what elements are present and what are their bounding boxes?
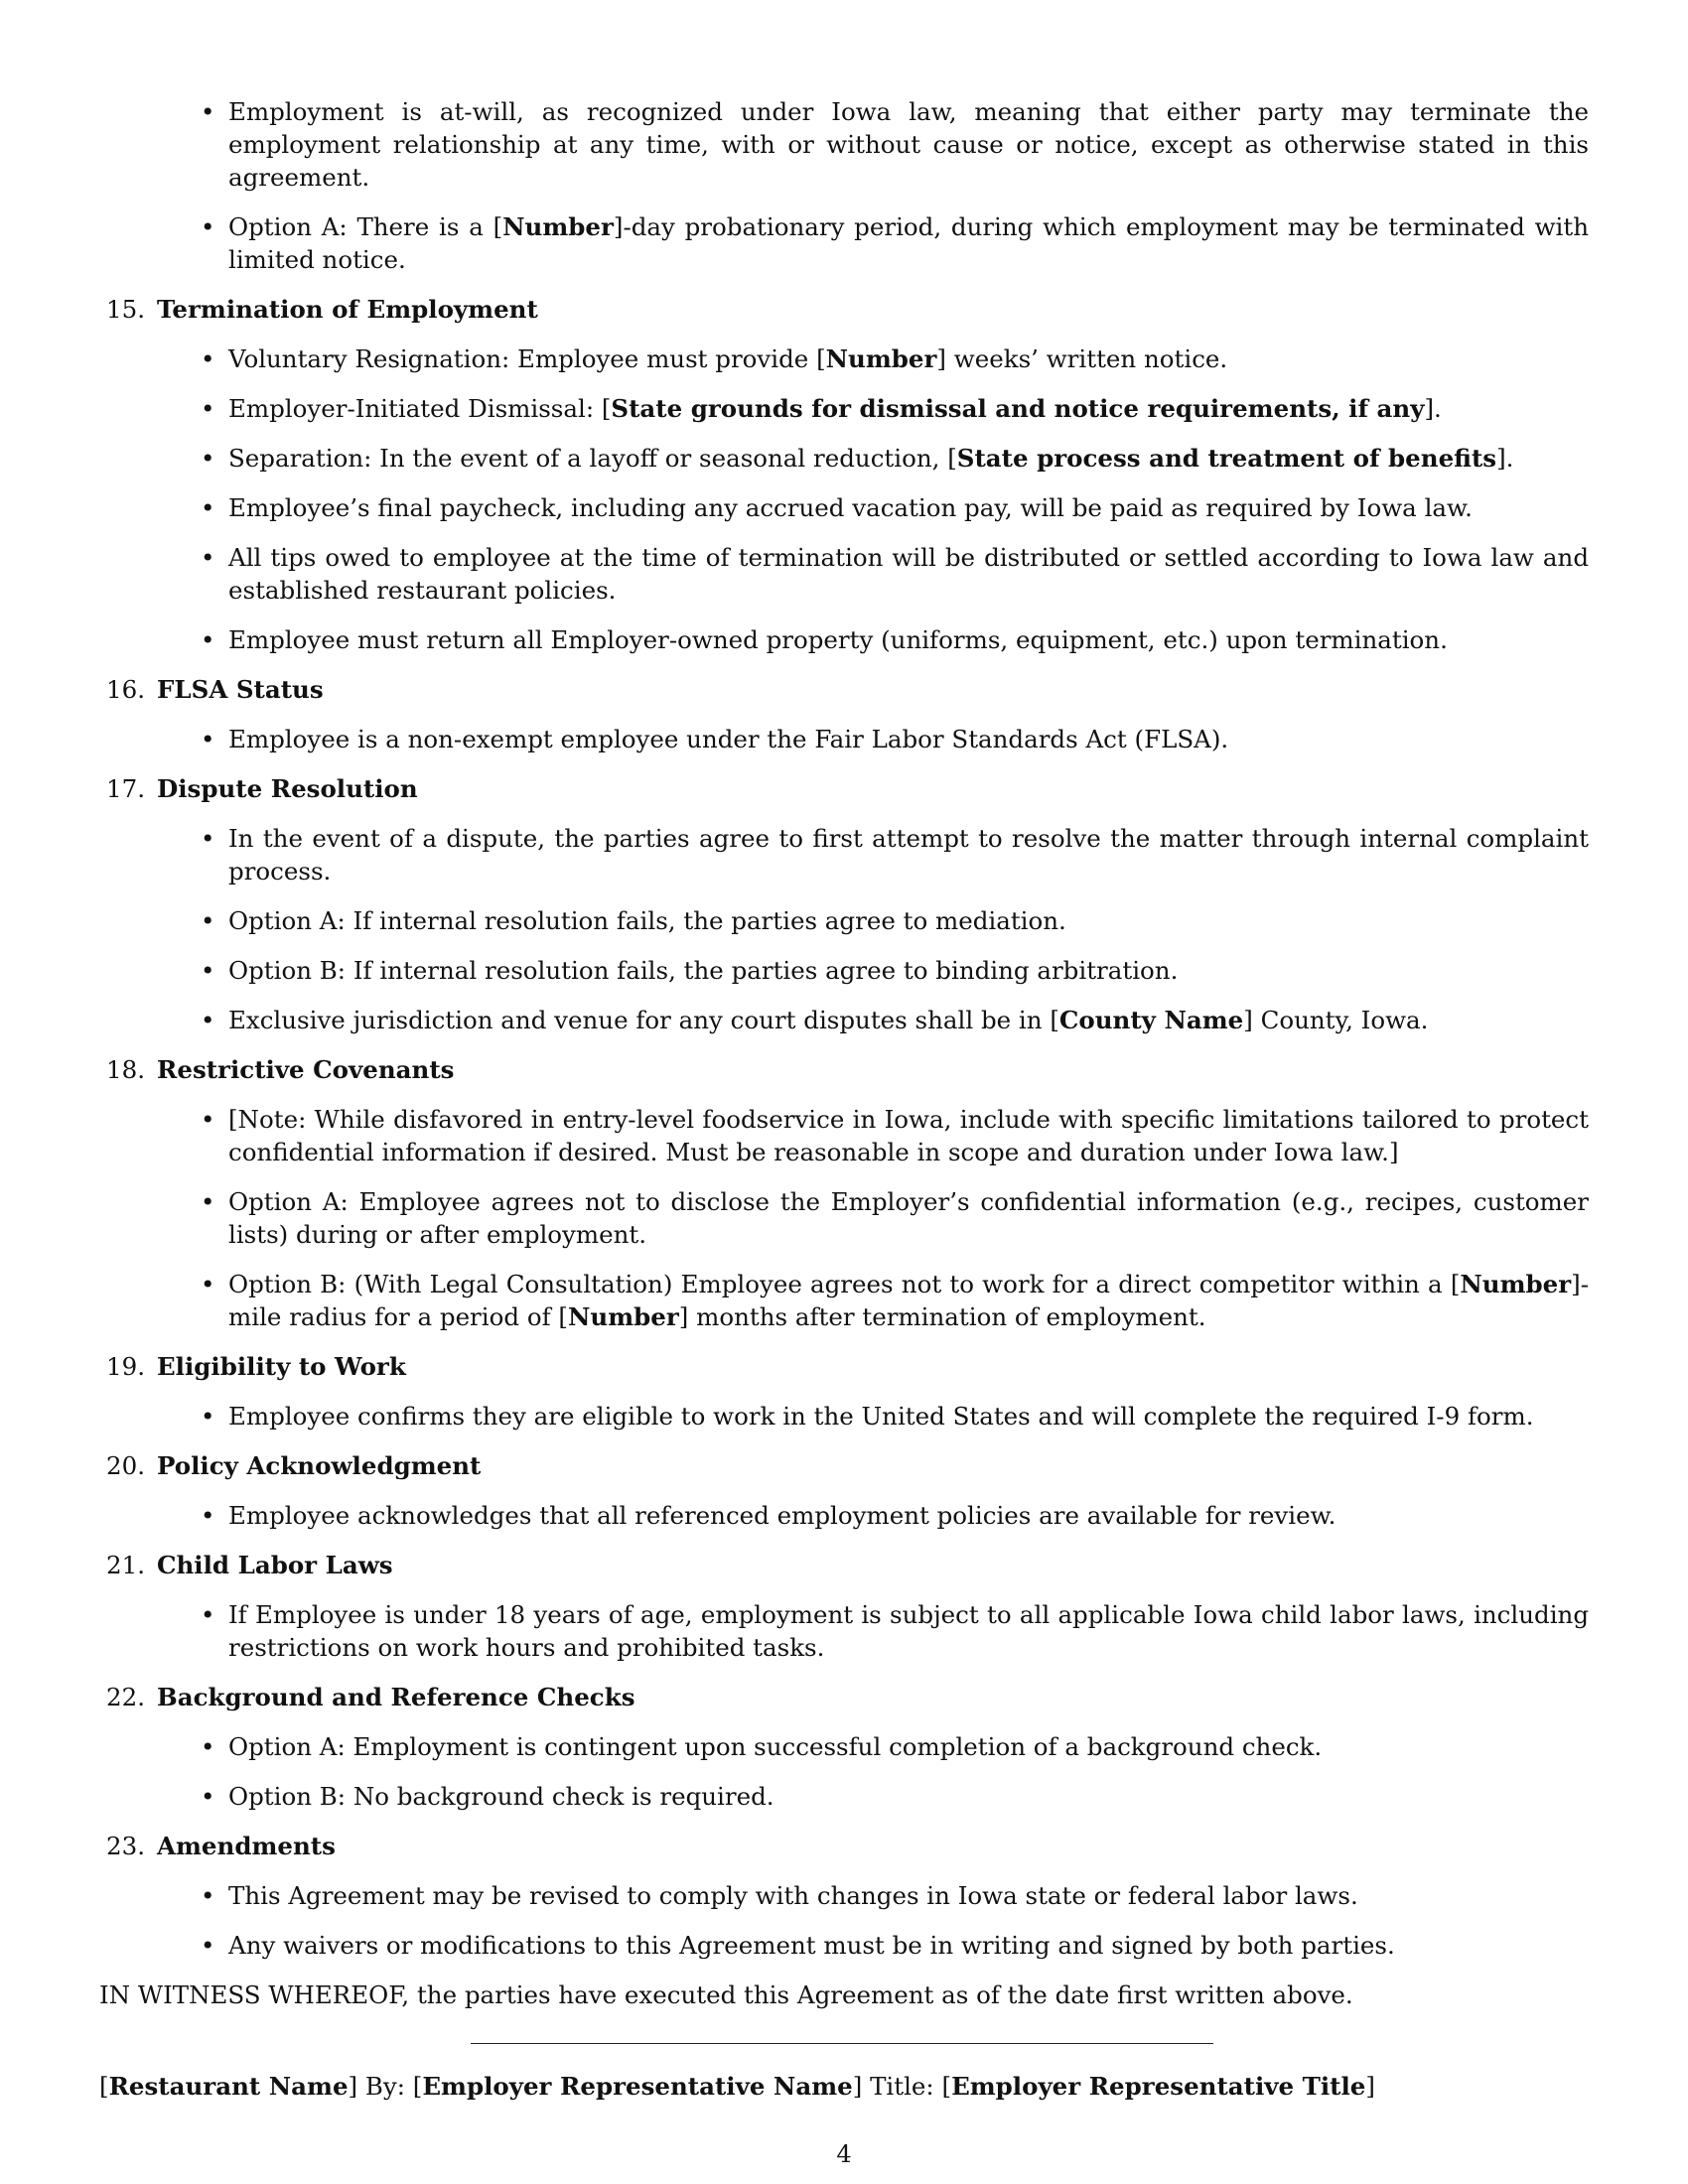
section-number: 21.	[106, 1551, 145, 1579]
placeholder-text: State process and treatment of benefits	[956, 444, 1497, 473]
page-number: 4	[836, 2140, 852, 2168]
list-item	[99, 723, 1589, 755]
section-title: FLSA Status	[157, 675, 324, 704]
section-number: 15.	[106, 295, 145, 324]
intro-bullet-list	[99, 95, 1589, 276]
bullet-text: Employee acknowledges that all referenced employment policies are available for review.	[228, 1501, 1336, 1530]
bullet-text: ] County, Iowa.	[1243, 1006, 1429, 1034]
bullet-text: Option A: There is a	[228, 212, 493, 241]
bullet-text: Employee confirms they are eligible to work in the United States and will complete the required I-9 form.	[228, 1402, 1534, 1431]
employer-rep-title-placeholder: Employer Representative Title	[951, 2072, 1366, 2101]
bullet-text: Employee’s final paycheck, including any accrued vacation pay, will be paid as required by Iowa law.	[228, 493, 1473, 522]
bullet-text: [	[492, 212, 503, 241]
list-item	[99, 491, 1589, 524]
bullet-text: ].	[1496, 444, 1514, 473]
placeholder-text: State grounds for dismissal and notice requirements, if any	[611, 394, 1425, 423]
section-heading	[99, 772, 1589, 805]
section-bullet-list	[99, 1598, 1589, 1664]
section-number: 23.	[106, 1832, 145, 1860]
section-title: Dispute Resolution	[157, 774, 418, 803]
section-title: Child Labor Laws	[157, 1551, 393, 1579]
list-item	[99, 904, 1589, 937]
bullet-text: Exclusive jurisdiction and venue for any court disputes shall be in [	[228, 1006, 1059, 1034]
section-17	[99, 772, 1589, 1036]
list-item	[99, 1499, 1589, 1532]
list-item	[99, 210, 1589, 276]
bullet-text: Employee must return all Employer-owned property (uniforms, equipment, etc.) upon termination.	[228, 625, 1448, 654]
bullet-text: Employment is at-will, as recognized under Iowa law, meaning that either party may terminate the employment relationship at any time, with or without cause or notice, except as otherwise stated in this agreement.	[228, 97, 1589, 192]
list-item	[99, 541, 1589, 607]
placeholder-text: Number	[502, 212, 614, 241]
section-bullet-list	[99, 1400, 1589, 1433]
section-16	[99, 673, 1589, 755]
bullet-text: Any waivers or modifications to this Agreement must be in writing and signed by both parties.	[228, 1931, 1395, 1960]
list-item	[99, 1268, 1589, 1333]
section-18	[99, 1053, 1589, 1333]
section-number: 17.	[106, 774, 145, 803]
section-title: Amendments	[157, 1832, 336, 1860]
signature-block: [Restaurant Name] By: [Employer Representative Name] Title: [Employer Representative Title]	[99, 2072, 1375, 2101]
bullet-text: Separation: In the event of a layoff or seasonal reduction, [	[228, 444, 957, 473]
bullet-text: ]-day probationary period, during which employment may be terminated with limited notice.	[228, 212, 1589, 274]
by-label: By:	[364, 2072, 405, 2101]
placeholder-text: County Name	[1058, 1006, 1244, 1034]
section-heading	[99, 1549, 1589, 1581]
section-bullet-list	[99, 1879, 1589, 1962]
section-number: 18.	[106, 1055, 145, 1084]
section-title: Background and Reference Checks	[157, 1683, 635, 1711]
section-title: Eligibility to Work	[157, 1352, 406, 1381]
section-bullet-list	[99, 1730, 1589, 1813]
bullet-text: [Note: While disfavored in entry-level foodservice in Iowa, include with specific limitations tailored to protect confidential information if desired. Must be reasonable in scope and duration under Iowa law.]	[228, 1105, 1589, 1166]
bullet-text: Voluntary Resignation: Employee must provide [	[228, 344, 826, 373]
witness-statement: IN WITNESS WHEREOF, the parties have executed this Agreement as of the date first written above.	[99, 1980, 1353, 2009]
bullet-text: Option A: If internal resolution fails, the parties agree to mediation.	[228, 906, 1066, 935]
section-title: Restrictive Covenants	[157, 1055, 455, 1084]
list-item	[99, 1598, 1589, 1664]
list-item	[99, 1879, 1589, 1912]
list-item	[99, 954, 1589, 987]
bullet-text: This Agreement may be revised to comply with changes in Iowa state or federal labor laws.	[228, 1881, 1358, 1910]
section-22	[99, 1681, 1589, 1813]
section-heading	[99, 1449, 1589, 1482]
list-item	[99, 392, 1589, 425]
section-15	[99, 293, 1589, 656]
bullet-text: ].	[1424, 394, 1442, 423]
bullet-text: Option A: Employment is contingent upon successful completion of a background check.	[228, 1732, 1323, 1761]
placeholder-text: Number	[568, 1302, 679, 1331]
section-bullet-list	[99, 342, 1589, 656]
section-number: 19.	[106, 1352, 145, 1381]
section-heading	[99, 1681, 1589, 1713]
section-number: 22.	[106, 1683, 145, 1711]
list-item	[99, 1103, 1589, 1168]
section-bullet-list	[99, 1103, 1589, 1333]
bullet-text: ] months after termination of employment.	[678, 1302, 1206, 1331]
section-23	[99, 1830, 1589, 1962]
section-heading	[99, 1350, 1589, 1383]
bullet-text: If Employee is under 18 years of age, employment is subject to all applicable Iowa child labor laws, including restrictions on work hours and prohibited tasks.	[228, 1600, 1589, 1662]
bullet-text: Option B: No background check is required.	[228, 1782, 774, 1811]
list-item	[99, 442, 1589, 475]
bullet-text: ]-mile radius for a period of [	[228, 1270, 1589, 1331]
bullet-text: All tips owed to employee at the time of termination will be distributed or settled according to Iowa law and established restaurant policies.	[228, 543, 1589, 605]
placeholder-text: Number	[825, 344, 937, 373]
section-20	[99, 1449, 1589, 1532]
placeholder-text: Number	[1460, 1270, 1572, 1298]
document-page	[99, 95, 1589, 2103]
bullet-text: Employer-Initiated Dismissal: [	[228, 394, 612, 423]
section-number: 20.	[106, 1451, 145, 1480]
section-heading	[99, 673, 1589, 706]
list-item	[99, 342, 1589, 375]
section-bullet-list	[99, 1499, 1589, 1532]
list-item	[99, 1400, 1589, 1433]
list-item	[99, 1730, 1589, 1763]
list-item	[99, 822, 1589, 887]
list-item	[99, 95, 1589, 194]
bullet-text: Employee is a non-exempt employee under the Fair Labor Standards Act (FLSA).	[228, 725, 1229, 753]
section-19	[99, 1350, 1589, 1433]
signature-line	[471, 2043, 1213, 2044]
section-bullet-list	[99, 723, 1589, 755]
list-item	[99, 1929, 1589, 1962]
section-title: Termination of Employment	[157, 295, 538, 324]
section-heading	[99, 293, 1589, 326]
sections-container	[99, 293, 1589, 1962]
bullet-text: ] weeks’ written notice.	[936, 344, 1228, 373]
bullet-text: Option A: Employee agrees not to disclose the Employer’s confidential information (e.g., recipes, customer lists) during or after employment.	[228, 1187, 1589, 1249]
employer-rep-name-placeholder: Employer Representative Name	[422, 2072, 853, 2101]
list-item	[99, 623, 1589, 656]
list-item	[99, 1780, 1589, 1813]
section-title: Policy Acknowledgment	[157, 1451, 482, 1480]
bullet-text: Option B: (With Legal Consultation) Employee agrees not to work for a direct competitor within a [	[228, 1270, 1461, 1298]
section-bullet-list	[99, 822, 1589, 1036]
bullet-text: Option B: If internal resolution fails, the parties agree to binding arbitration.	[228, 956, 1179, 985]
bullet-text: In the event of a dispute, the parties agree to first attempt to resolve the matter through internal complaint process.	[228, 824, 1589, 886]
section-heading	[99, 1830, 1589, 1862]
title-label: Title:	[870, 2072, 934, 2101]
section-heading	[99, 1053, 1589, 1086]
list-item	[99, 1185, 1589, 1251]
section-number: 16.	[106, 675, 145, 704]
restaurant-name-placeholder: Restaurant Name	[108, 2072, 349, 2101]
list-item	[99, 1004, 1589, 1036]
section-21	[99, 1549, 1589, 1664]
